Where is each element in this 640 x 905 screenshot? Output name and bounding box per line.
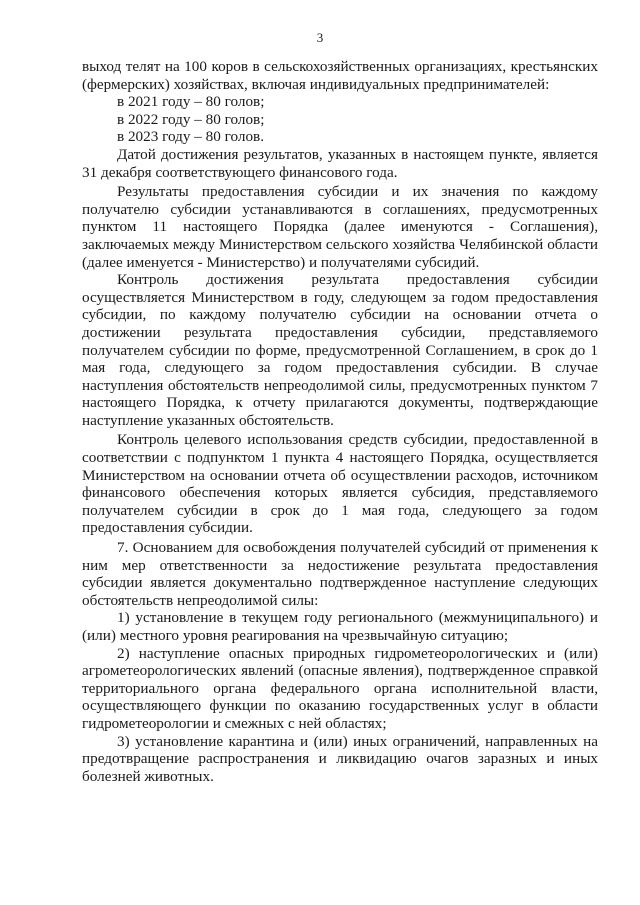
document-body: [82, 58, 598, 785]
paragraph-target-use-control: Контроль целевого использования средств субсидии, предоставленной в соответствии с подпунктом 1 пункта 4 настоящего Порядка, осуществляется Министерством на основании отчета об осуществлении расходов, источником финансового обеспечения которых является субсидия, представляемого получателем субсидии в срок до 1 мая года, следующего за годом предоставления субсидии.: [82, 431, 598, 537]
page-number: 3: [316, 30, 324, 45]
paragraph-results-values: Результаты предоставления субсидии и их значения по каждому получателю субсидии устанавливаются в соглашениях, предусмотренных пунктом 11 настоящего Порядка (далее именуются - Соглашения), заключаемых между Министерством сельского хозяйства Челябинской области (далее именуется - Министерство) и получателями субсидий.: [82, 183, 598, 271]
paragraph-results-control: Контроль достижения результата предоставления субсидии осуществляется Министерством в году, следующем за годом предоставления субсидии, по каждому получателю субсидии на основании отчета о достижении результата предоставления субсидии, представляемого получателем субсидии по форме, предусмотренной Соглашением, в срок до 1 мая года, следующего за годом предоставления субсидии. В случае наступления обстоятельств непреодолимой силы, предусмотренных пунктом 7 настоящего Порядка, к отчету прилагаются документы, подтверждающие наступление указанных обстоятельств.: [82, 271, 598, 429]
list-item-2021: в 2021 году – 80 голов;: [117, 93, 265, 111]
list-item-emergency: 1) установление в текущем году регионального (межмуниципального) и (или) местного уровня реагирования на чрезвычайную ситуацию;: [82, 609, 598, 644]
list-item-2023: в 2023 году – 80 голов.: [117, 128, 265, 146]
list-item-weather-hazards: 2) наступление опасных природных гидрометеорологических и (или) агрометеорологических явлений (опасные явления), подтвержденное справкой территориального органа федерального органа исполнительной власти, осуществляющего функции по оказанию государственных услуг в области гидрометеорологии и смежных с ней областях;: [82, 644, 598, 732]
paragraph-calf-output: выход телят на 100 коров в сельскохозяйственных организациях, крестьянских (фермерских) хозяйствах, включая индивидуальных предпринимателей:: [82, 58, 598, 93]
list-item-quarantine: 3) установление карантина и (или) иных ограничений, направленных на предотвращение распространения и ликвидацию очагов заразных и иных болезней животных.: [82, 732, 598, 785]
paragraph-achievement-date: Датой достижения результатов, указанных в настоящем пункте, является 31 декабря соответствующего финансового года.: [82, 145, 598, 181]
paragraph-force-majeure: 7. Основанием для освобождения получателей субсидий от применения к ним мер ответственности за недостижение результата предоставления субсидии является документально подтвержденное наступление следующих обстоятельств непреодолимой силы:: [82, 539, 598, 609]
list-item-2022: в 2022 году – 80 голов;: [117, 110, 265, 128]
